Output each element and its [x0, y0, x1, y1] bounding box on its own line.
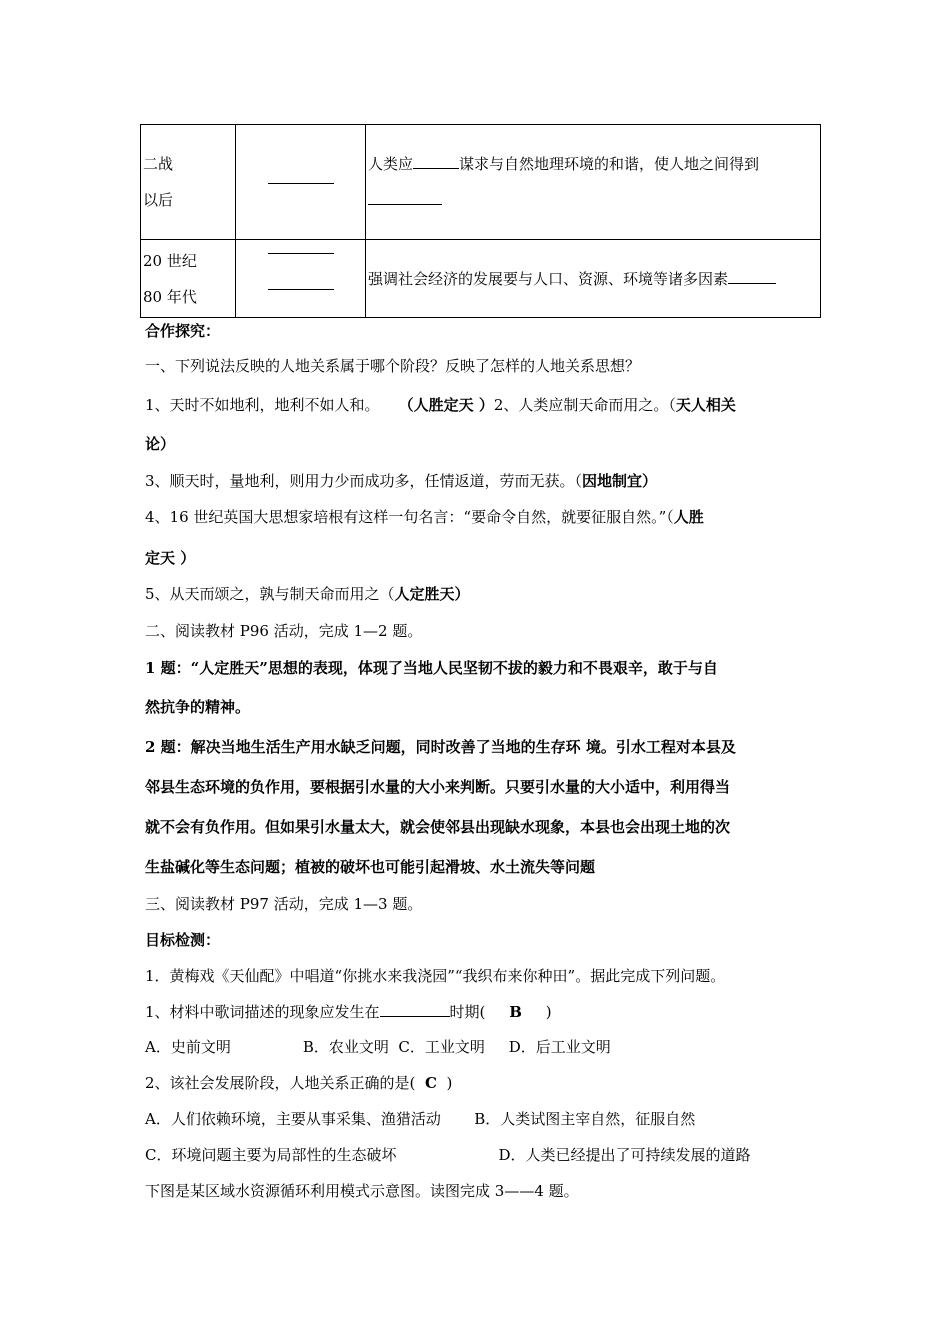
answer: B — [509, 1003, 522, 1021]
period-line: 20 世纪 — [143, 251, 197, 270]
answer: 论） — [145, 435, 176, 453]
question-item: 1、材料中歌词描述的现象应发生在 时期( B ) — [145, 1003, 552, 1021]
answer: 天人相关 — [675, 396, 736, 414]
question-intro: 一、下列说法反映的人地关系属于哪个阶段？反映了怎样的人地关系思想？ — [145, 357, 641, 375]
fill-blank — [413, 150, 459, 169]
answer-paragraph: 1 题：“人定胜天”思想的表现，体现了当地人民坚韧不拔的毅力和不畏艰辛，敢于与自 — [145, 659, 718, 677]
answer: 人胜 — [673, 508, 704, 526]
option: D．人类已经提出了可持续发展的道路 — [498, 1146, 751, 1164]
desc-text: 强调社会经济的发展要与人口、资源、环境等诸多因素 — [368, 269, 729, 288]
period-cell — [141, 125, 236, 240]
blank-cell — [236, 125, 366, 240]
answer-paragraph: 2 题：解决当地生活生产用水缺乏问题，同时改善了当地的生存环 境。引水工程对本县及 — [145, 738, 736, 756]
desc-text: 人类应 — [368, 155, 414, 173]
option: A．史前文明 — [145, 1038, 231, 1056]
answer-paragraph: 就不会有负作用。但如果引水量太大，就会使邻县出现缺水现象，本县也会出现土地的次 — [145, 818, 731, 836]
answer-paragraph: 生盐碱化等生态问题；植被的破坏也可能引起滑坡、水土流失等问题 — [145, 858, 596, 876]
options-row — [145, 1036, 611, 1057]
question-item: 4、16 世纪英国大思想家培根有这样一句名言：“要命令自然，就要征服自然。”（人胜 — [145, 508, 704, 526]
section-title: 目标检测： — [145, 931, 221, 949]
description-cell — [366, 125, 821, 240]
option: C．环境问题主要为局部性的生态破坏 — [145, 1146, 397, 1164]
period-line: 80 年代 — [143, 287, 197, 306]
question-item: 3、顺天时，量地利，则用力少而成功多，任情返道，劳而无获。（因地制宜） — [145, 472, 658, 490]
answer: 定天 ） — [145, 549, 196, 567]
question-item: 1、天时不如地利，地利不如人和。 （人胜定天 ）2、人类应制天命而用之。（天人相关 — [145, 396, 736, 414]
question-item: 1．黄梅戏《天仙配》中唱道“你挑水来我浇园”“我织布来你种田”。据此完成下列问题。 — [145, 967, 726, 985]
blank-cell — [236, 240, 366, 318]
fill-blank — [380, 1002, 450, 1017]
option: A．人们依赖环境，主要从事采集、渔猎活动 — [145, 1110, 441, 1128]
table-row — [141, 240, 821, 318]
answer-paragraph: 邻县生态环境的负作用，要根据引水量的大小来判断。只要引水量的大小适中，利用得当 — [145, 778, 731, 796]
options-row — [145, 1108, 695, 1129]
table-row — [141, 125, 821, 240]
question-intro: 二、阅读教材 P96 活动，完成 1—2 题。 — [145, 622, 423, 640]
answer: 人定胜天） — [394, 585, 470, 603]
question-intro: 下图是某区域水资源循环利用模式示意图。读图完成 3——4 题。 — [145, 1182, 579, 1200]
fill-blank — [268, 252, 334, 254]
stages-table — [140, 124, 821, 318]
option: C．工业文明 — [398, 1038, 485, 1056]
section-title: 合作探究： — [145, 322, 221, 340]
question-item: 2、该社会发展阶段，人地关系正确的是( C ) — [145, 1074, 453, 1092]
fill-blank — [368, 192, 442, 205]
description-cell — [366, 240, 821, 318]
fill-blank — [728, 269, 776, 284]
answer-paragraph: 然抗争的精神。 — [145, 698, 251, 716]
answer: （人胜定天 ） — [398, 396, 494, 414]
answer: 因地制宜） — [582, 472, 658, 490]
question-item: 5、从天而颂之，孰与制天命而用之（人定胜天） — [145, 585, 470, 603]
period-cell — [141, 240, 236, 318]
options-row — [145, 1144, 751, 1165]
option: B．人类试图主宰自然，征服自然 — [474, 1110, 696, 1128]
option: D．后工业文明 — [508, 1038, 611, 1056]
desc-text: 谋求与自然地理环境的和谐，使人地之间得到 — [459, 155, 760, 173]
fill-blank — [268, 182, 334, 184]
question-intro: 三、阅读教材 P97 活动，完成 1—3 题。 — [145, 895, 423, 913]
period-line: 以后 — [143, 191, 174, 209]
fill-blank — [268, 288, 334, 290]
answer: C — [424, 1074, 437, 1092]
option: B．农业文明 — [302, 1038, 389, 1056]
period-line: 二战 — [143, 155, 174, 173]
